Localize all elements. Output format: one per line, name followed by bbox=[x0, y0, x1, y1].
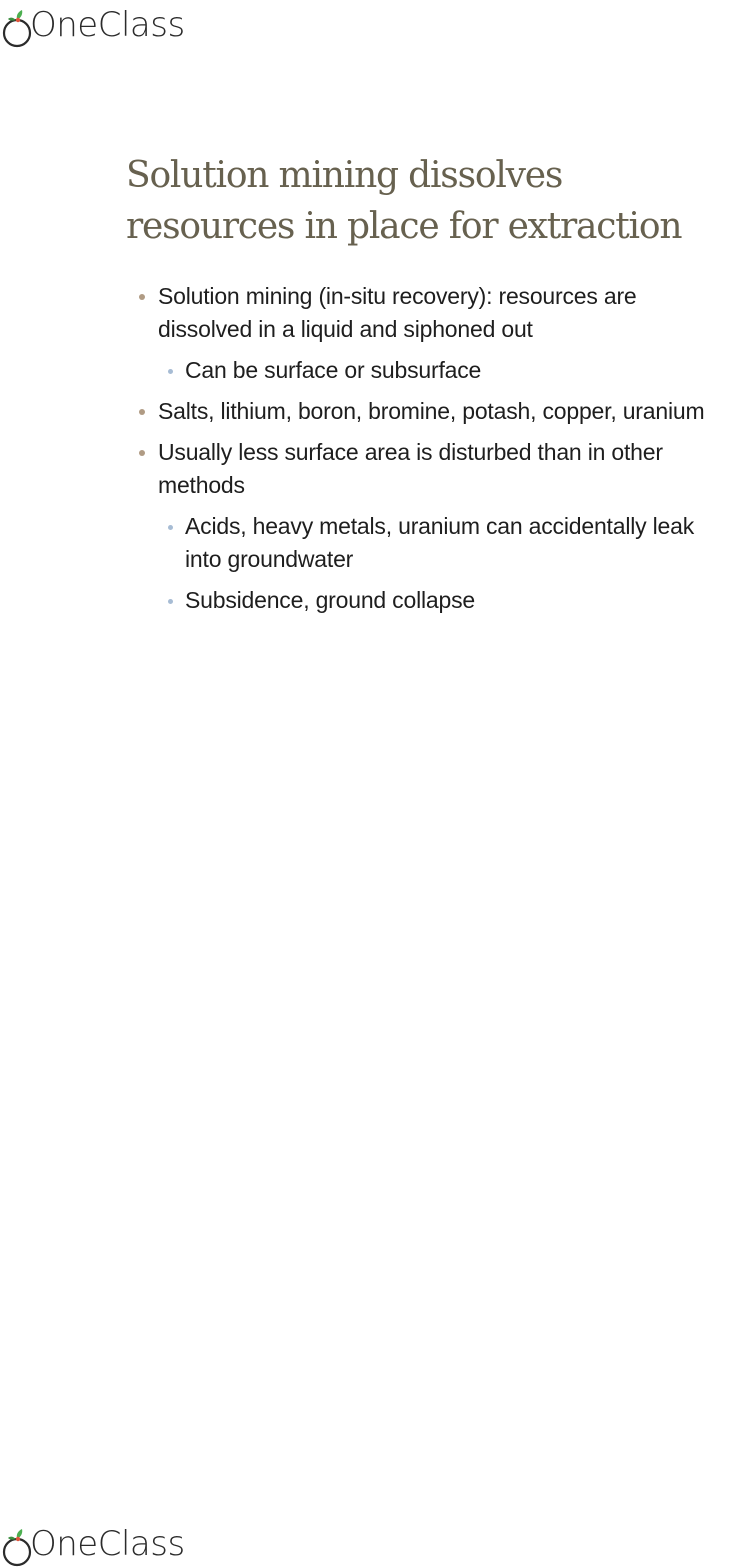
bullet-text: Usually less surface area is disturbed than in other methods bbox=[158, 439, 663, 498]
sub-bullet-item bbox=[126, 354, 726, 387]
sub-bullet-dot-icon bbox=[168, 369, 173, 374]
sub-bullet-dot-icon bbox=[168, 599, 173, 604]
oneclass-logo-top bbox=[2, 0, 185, 44]
bullet-dot-icon bbox=[139, 294, 145, 300]
slide-title: Solution mining dissolves resources in place for extraction bbox=[126, 155, 682, 247]
bullet-text: Acids, heavy metals, uranium can accidentally leak into groundwater bbox=[185, 513, 695, 572]
bullet-text: Can be surface or subsurface bbox=[185, 357, 482, 383]
bullet-dot-icon bbox=[139, 450, 145, 456]
oneclass-logo-bottom bbox=[2, 1519, 185, 1563]
bullet-text: Subsidence, ground collapse bbox=[185, 587, 475, 613]
bullet-dot-icon bbox=[139, 409, 145, 415]
bullet-item bbox=[126, 280, 726, 346]
bullet-item bbox=[126, 395, 726, 428]
logo-wordmark: OneClass bbox=[30, 5, 185, 45]
bullet-item bbox=[126, 436, 726, 502]
sub-bullet-item bbox=[126, 584, 726, 617]
logo-wordmark: OneClass bbox=[30, 1524, 185, 1564]
apple-leaf-icon bbox=[2, 1527, 32, 1563]
bullet-text: Solution mining (in-situ recovery): resources are dissolved in a liquid and siphoned out bbox=[158, 283, 637, 342]
bullet-list bbox=[126, 280, 726, 617]
bullet-text: Salts, lithium, boron, bromine, potash, copper, uranium bbox=[158, 398, 705, 424]
sub-bullet-dot-icon bbox=[168, 525, 173, 530]
apple-leaf-icon bbox=[2, 8, 32, 44]
sub-bullet-item bbox=[126, 510, 726, 576]
